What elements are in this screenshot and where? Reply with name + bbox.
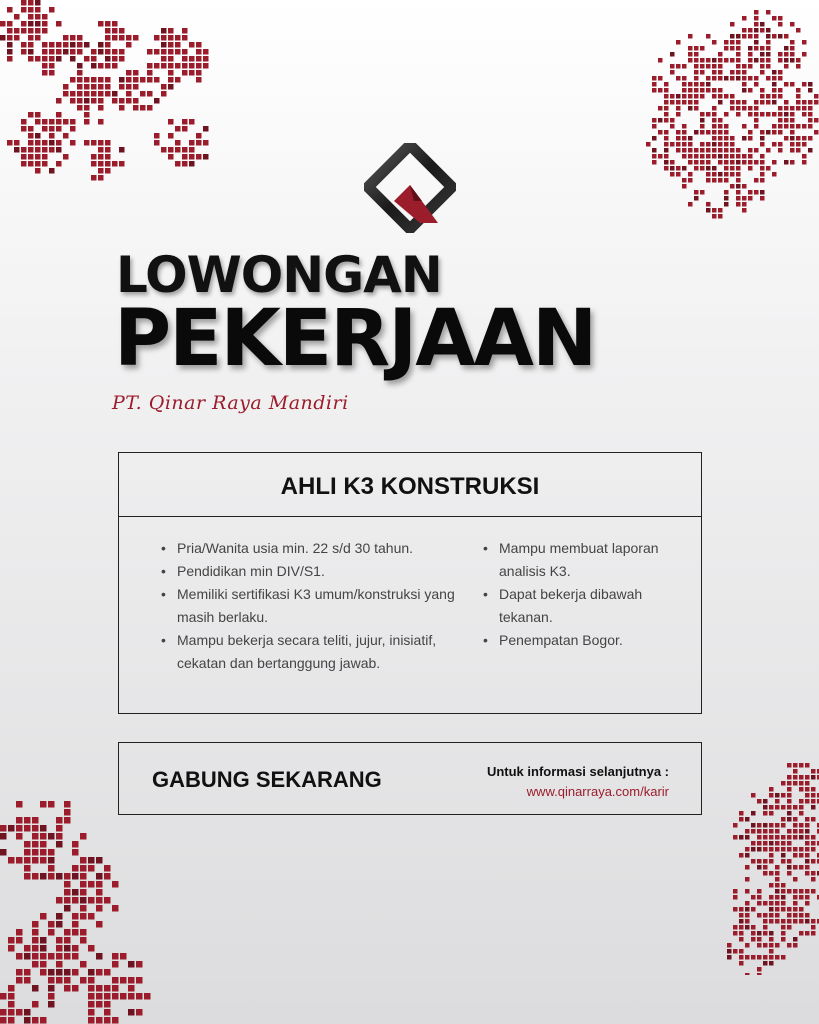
requirements-list-left: [161, 537, 483, 675]
requirement-item: • Mampu membuat laporan analisis K3.: [483, 537, 663, 583]
job-position-title: AHLI K3 KONSTRUKSI: [119, 453, 701, 517]
requirements-columns: [119, 517, 701, 675]
company-name: PT. Qinar Raya Mandiri: [112, 392, 349, 414]
requirement-item: • Dapat bekerja dibawah tekanan.: [483, 583, 663, 629]
career-url-link[interactable]: www.qinarraya.com/karir: [526, 784, 669, 799]
requirement-item: • Mampu bekerja secara teliti, jujur, inisiatif, cekatan dan bertanggung jawab.: [161, 629, 483, 675]
info-label: Untuk informasi selanjutnya :: [486, 764, 669, 779]
pixel-art-bottom-right: [715, 745, 819, 975]
pixel-art-top-right: [640, 10, 819, 220]
qinar-raya-logo-icon: [364, 143, 456, 233]
requirement-item: • Memiliki sertifikasi K3 umum/konstruksi yang masih berlaku.: [161, 583, 483, 629]
call-to-action-box: [118, 742, 702, 815]
requirement-item: • Penempatan Bogor.: [483, 629, 663, 652]
job-details-box: [118, 452, 702, 714]
pixel-art-top-left: [0, 0, 230, 200]
requirement-item: • Pria/Wanita usia min. 22 s/d 30 tahun.: [161, 537, 483, 560]
headline-line-2: PEKERJAAN: [114, 294, 596, 384]
headline-line-1: LOWONGAN: [116, 246, 442, 304]
requirement-item: • Pendidikan min DIV/S1.: [161, 560, 483, 583]
pixel-art-bottom-left: [0, 785, 160, 1024]
join-now-label: GABUNG SEKARANG: [152, 767, 382, 792]
requirements-list-right: [483, 537, 663, 675]
